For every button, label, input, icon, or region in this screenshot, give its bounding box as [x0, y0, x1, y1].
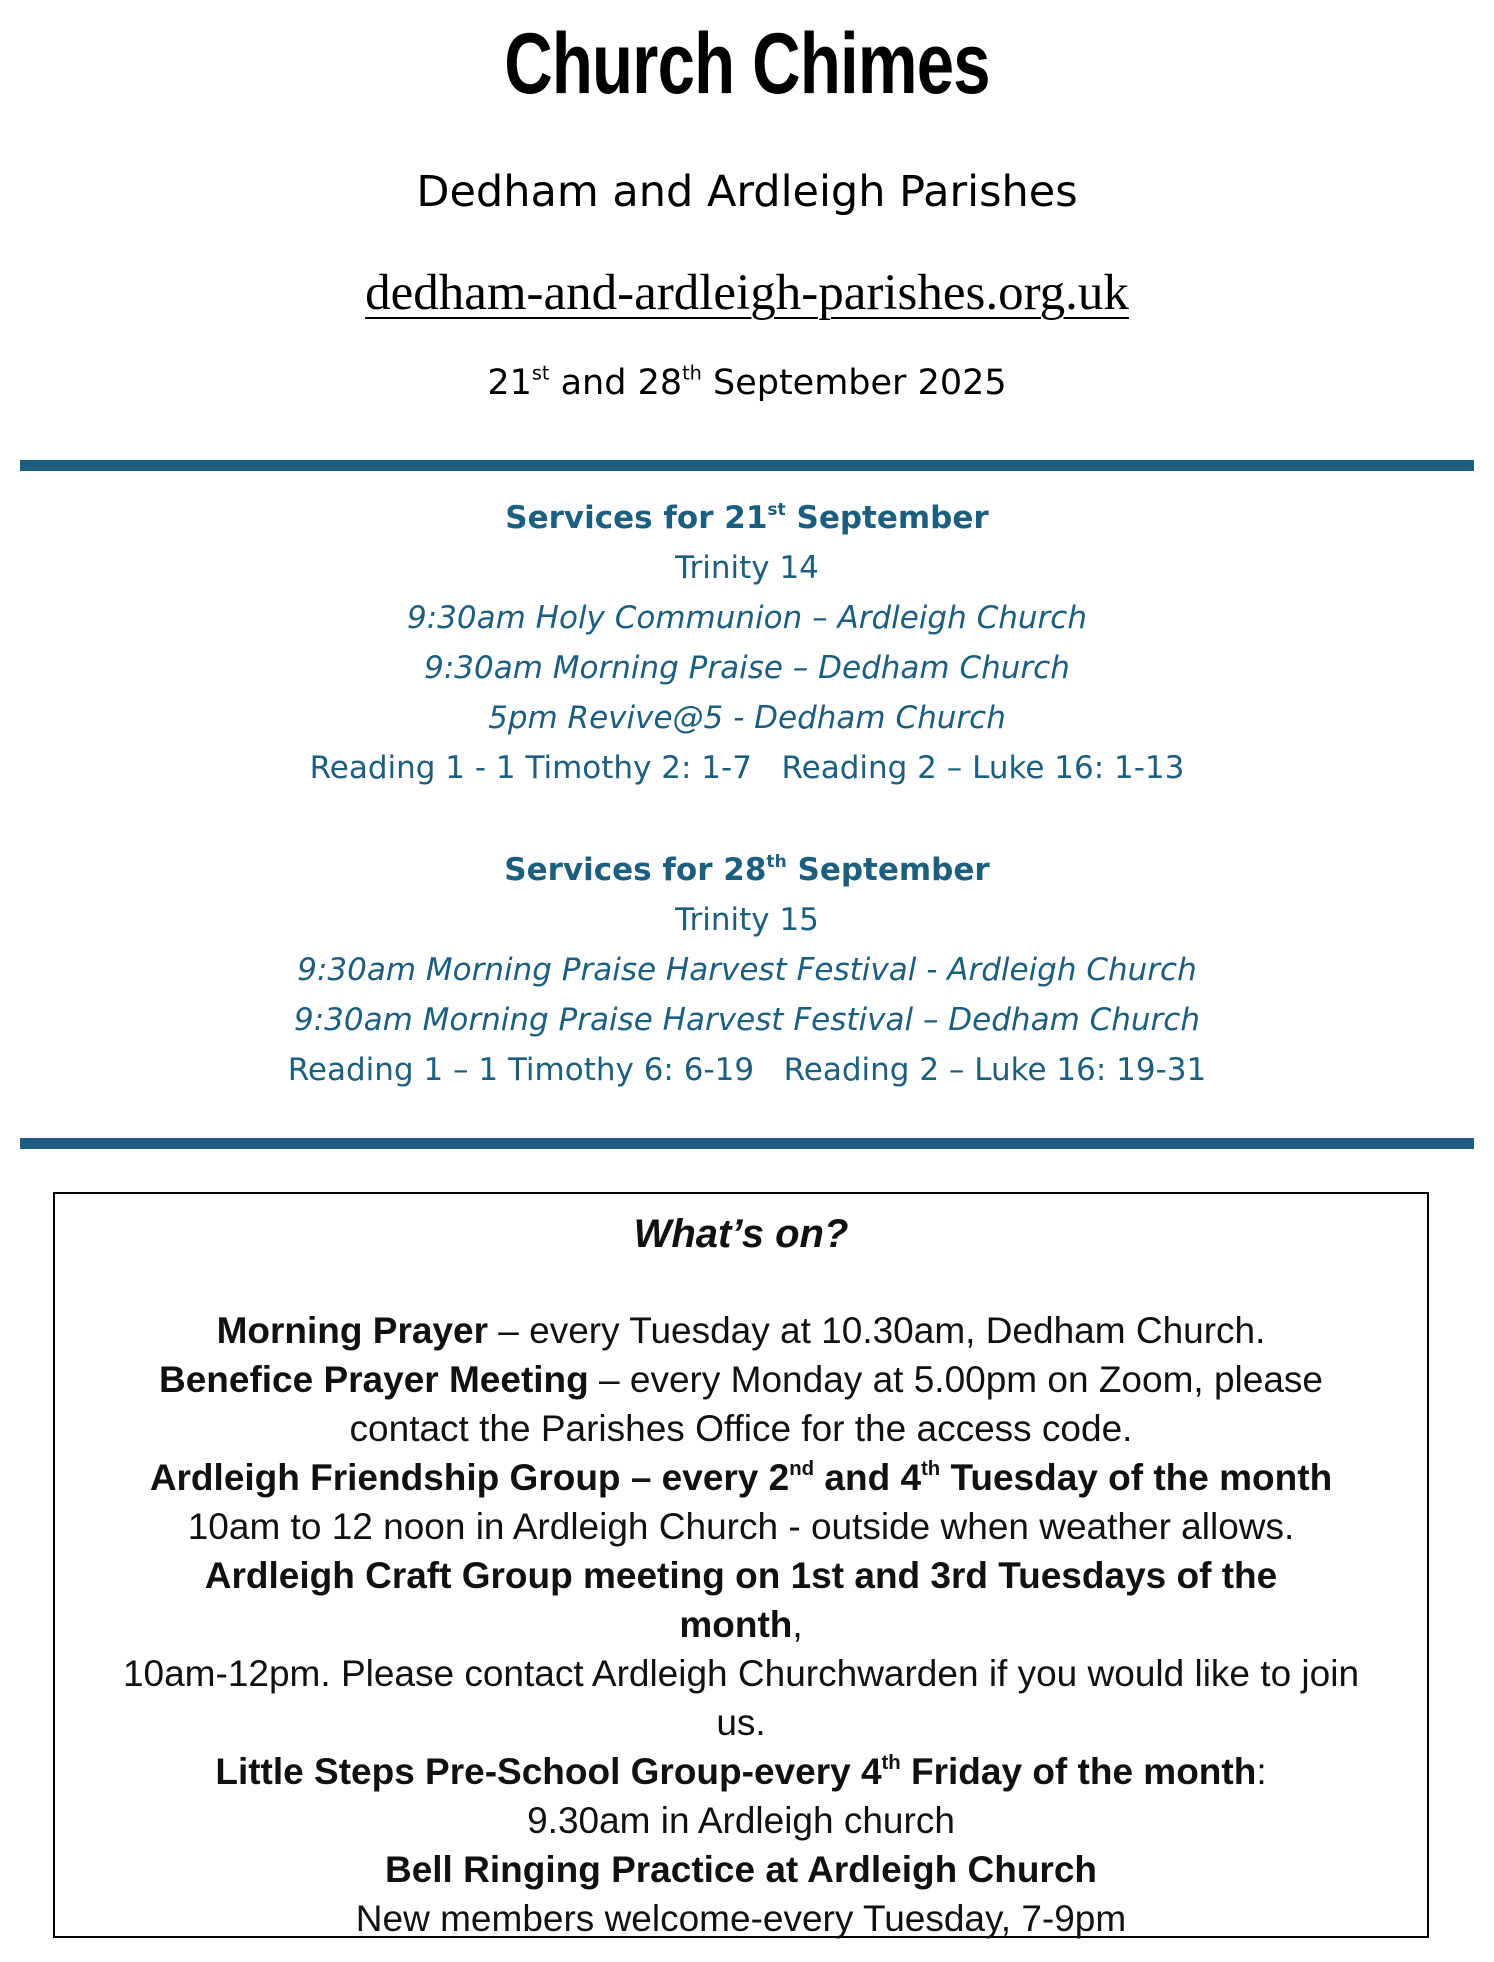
services-heading-1: [0, 493, 1494, 543]
benefice-detail: – every Monday at 5.00pm on Zoom, please: [588, 1359, 1324, 1400]
benefice-detail-2: contact the Parishes Office for the access code.: [349, 1408, 1133, 1449]
craft-entry: [55, 1551, 1427, 1600]
date-tail: September 2025: [701, 363, 1007, 403]
friendship-mid: and 4: [814, 1457, 922, 1498]
services-heading-1-tail: September: [785, 500, 989, 536]
craft-detail-2: us.: [716, 1702, 766, 1743]
friendship-sup-2: th: [921, 1457, 941, 1480]
little-steps-colon: :: [1256, 1751, 1267, 1792]
services-block-2: [0, 845, 1494, 1095]
services-week-2: Trinity 15: [675, 902, 819, 938]
little-steps-sup: th: [881, 1751, 901, 1774]
date-2-suffix: th: [682, 361, 702, 385]
service-item: 9:30am Morning Praise – Dedham Church: [424, 650, 1070, 686]
benefice-entry: [55, 1355, 1427, 1404]
services-week-1: Trinity 14: [675, 550, 819, 586]
morning-prayer-name: Morning Prayer: [216, 1310, 488, 1351]
service-item: 5pm Revive@5 - Dedham Church: [488, 700, 1006, 736]
friendship-detail: 10am to 12 noon in Ardleigh Church - outside when weather allows.: [187, 1506, 1295, 1547]
website-link[interactable]: dedham-and-ardleigh-parishes.org.uk: [365, 265, 1129, 321]
friendship-sup-1: nd: [789, 1457, 815, 1480]
services-block-1: [0, 493, 1494, 793]
little-steps-entry: [55, 1747, 1427, 1796]
bells-detail: New members welcome-every Tuesday, 7-9pm: [355, 1898, 1127, 1939]
parishes-subtitle: Dedham and Ardleigh Parishes: [416, 167, 1078, 217]
friendship-entry: [55, 1453, 1427, 1502]
whats-on-heading: What’s on?: [633, 1212, 849, 1256]
services-readings-2: Reading 1 – 1 Timothy 6: 6-19 Reading 2 – Luke 16: 19-31: [287, 1052, 1207, 1088]
spacer: [55, 1262, 1427, 1306]
little-steps-detail: 9.30am in Ardleigh church: [527, 1800, 955, 1841]
bells-name: Bell Ringing Practice at Ardleigh Church: [384, 1849, 1097, 1890]
friendship-name: Ardleigh Friendship Group – every 2: [149, 1457, 790, 1498]
date-mid: and 28: [549, 363, 683, 403]
craft-name-2: month: [679, 1604, 793, 1645]
services-readings-1: Reading 1 - 1 Timothy 2: 1-7 Reading 2 – Luke 16: 1-13: [309, 750, 1185, 786]
little-steps-name: Little Steps Pre-School Group-every 4: [215, 1751, 882, 1792]
craft-name: Ardleigh Craft Group meeting on 1st and 3rd Tuesdays of the: [204, 1555, 1278, 1596]
date-1-suffix: st: [531, 361, 550, 385]
friendship-post: Tuesday of the month: [940, 1457, 1333, 1498]
benefice-name: Benefice Prayer Meeting: [158, 1359, 589, 1400]
services-heading-2-tail: September: [786, 852, 990, 888]
services-heading-1-sup: st: [767, 500, 786, 521]
whats-on-box: [53, 1192, 1429, 1938]
top-divider: [20, 460, 1474, 471]
newsletter-title: Church Chimes: [504, 16, 990, 112]
website-link-row: [0, 262, 1494, 324]
craft-entry-2: [55, 1600, 1427, 1649]
bottom-divider: [20, 1138, 1474, 1149]
service-item: 9:30am Morning Praise Harvest Festival – Dedham Church: [294, 1002, 1200, 1038]
craft-detail: 10am-12pm. Please contact Ardleigh Churchwarden if you would like to join: [122, 1653, 1360, 1694]
services-heading-2-sup: th: [766, 852, 787, 873]
services-heading-2-text: Services for 28: [504, 852, 767, 888]
services-heading-1-text: Services for 21: [505, 500, 768, 536]
little-steps-post: Friday of the month: [900, 1751, 1257, 1792]
morning-prayer-entry: [55, 1306, 1427, 1355]
date-1: 21: [487, 363, 532, 403]
issue-dates: [0, 360, 1494, 406]
service-item: 9:30am Morning Praise Harvest Festival - Ardleigh Church: [297, 952, 1197, 988]
morning-prayer-detail: – every Tuesday at 10.30am, Dedham Church.: [487, 1310, 1266, 1351]
service-item: 9:30am Holy Communion – Ardleigh Church: [407, 600, 1087, 636]
services-heading-2: [0, 845, 1494, 895]
craft-comma: ,: [792, 1604, 803, 1645]
bells-entry: [55, 1845, 1427, 1894]
